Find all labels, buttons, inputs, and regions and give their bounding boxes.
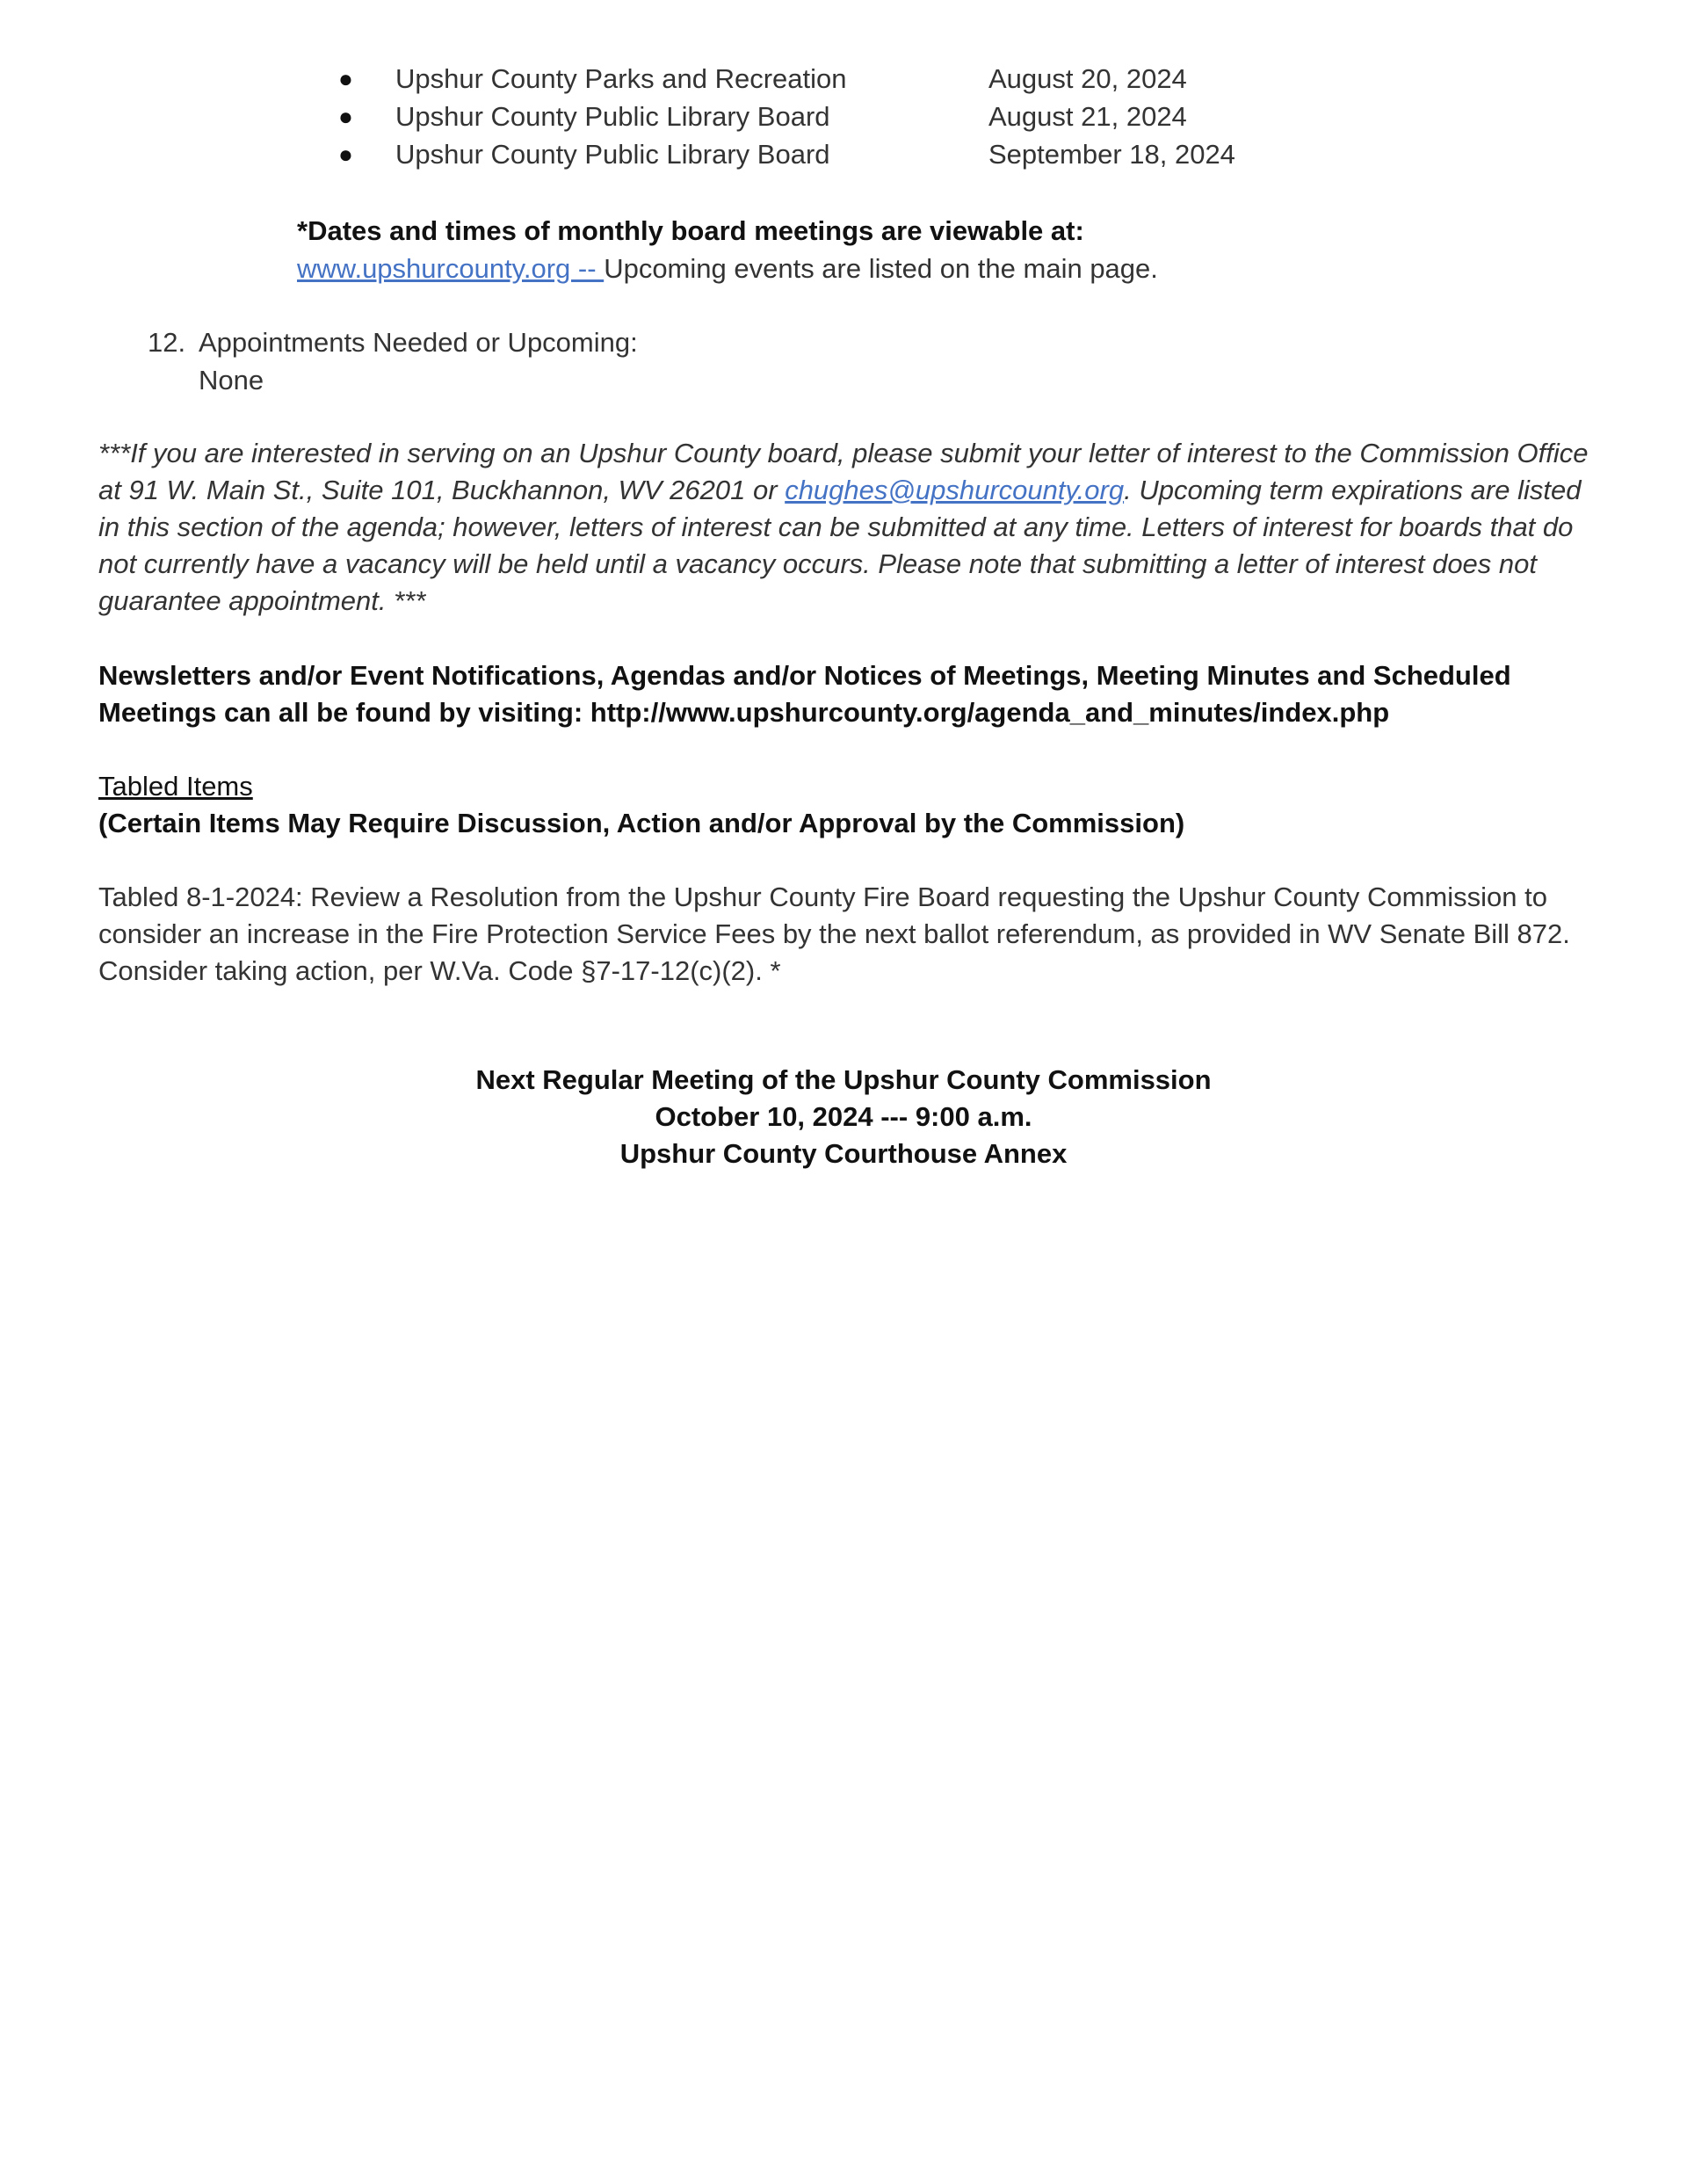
meeting-dates-note [297,212,1439,287]
next-meeting-location: Upshur County Courthouse Annex [619,1138,1068,1169]
appointments-title: Appointments Needed or Upcoming: [199,327,638,358]
meeting-date: September 18, 2024 [988,139,1235,170]
meeting-name: Upshur County Public Library Board [395,101,830,132]
tabled-items-heading [98,768,1592,842]
list-item [338,135,1305,173]
meeting-name: Upshur County Parks and Recreation [395,63,847,94]
dates-note-link-line [297,250,1439,287]
list-item [338,98,1305,135]
dates-note-heading: *Dates and times of monthly board meetings are viewable at: [297,215,1084,246]
meeting-name: Upshur County Public Library Board [395,139,830,170]
interest-note-text-before: ***If you are interested in serving on an Upshur County board, please submit your letter of interest to the Commission Office at 91 W. Main St., Suite 101, Buckhannon, WV 26201 or [98,438,1589,505]
bullet-icon: ● [338,103,353,130]
upshur-county-website-link[interactable]: www.upshurcounty.org -- [297,253,605,284]
tabled-items-title: Tabled Items [98,771,253,802]
commission-email-link[interactable]: chughes@upshurcounty.org [785,475,1125,505]
next-meeting-date-time: October 10, 2024 --- 9:00 a.m. [655,1101,1032,1132]
meeting-date: August 20, 2024 [988,63,1187,94]
tabled-item-text: Tabled 8-1-2024: Review a Resolution from the Upshur County Fire Board requesting the Upshur County Commission to consider an increase in the Fire Protection Service Fees by the next ballot referendum, as provided in WV Senate Bill 872. Consider taking action, per W.Va. Code §7-17-12(c)(2). * [98,882,1570,986]
appointments-number: 12. [148,327,186,358]
meeting-date: August 21, 2024 [988,101,1187,132]
next-meeting-title: Next Regular Meeting of the Upshur County Commission [475,1064,1212,1095]
tabled-items-subtitle: (Certain Items May Require Discussion, Action and/or Approval by the Commission) [98,808,1185,838]
interest-note-text-after: . Upcoming term expirations are listed in this section of the agenda; however, letters of interest can be submitted at any time. Letters of interest for boards that do not currently have a vacancy will be held until a vacancy occurs. Please note that submitting a letter of interest does not guarantee appointment. *** [98,475,1582,616]
upcoming-meetings-list [338,60,1305,173]
bullet-icon: ● [338,65,353,92]
list-item [338,60,1305,98]
bullet-icon: ● [338,141,353,168]
newsletter-notice: Newsletters and/or Event Notifications, Agendas and/or Notices of Meetings, Meeting Minutes and Scheduled Meetings can all be found by visiting: http://www.upshurcounty.org/agenda_and_minutes/index.php [98,660,1511,728]
dates-note-trailing-text: Upcoming events are listed on the main page. [604,253,1158,284]
next-meeting-block [351,1062,1336,1172]
board-interest-note [98,435,1610,620]
appointments-value: None [199,365,264,395]
